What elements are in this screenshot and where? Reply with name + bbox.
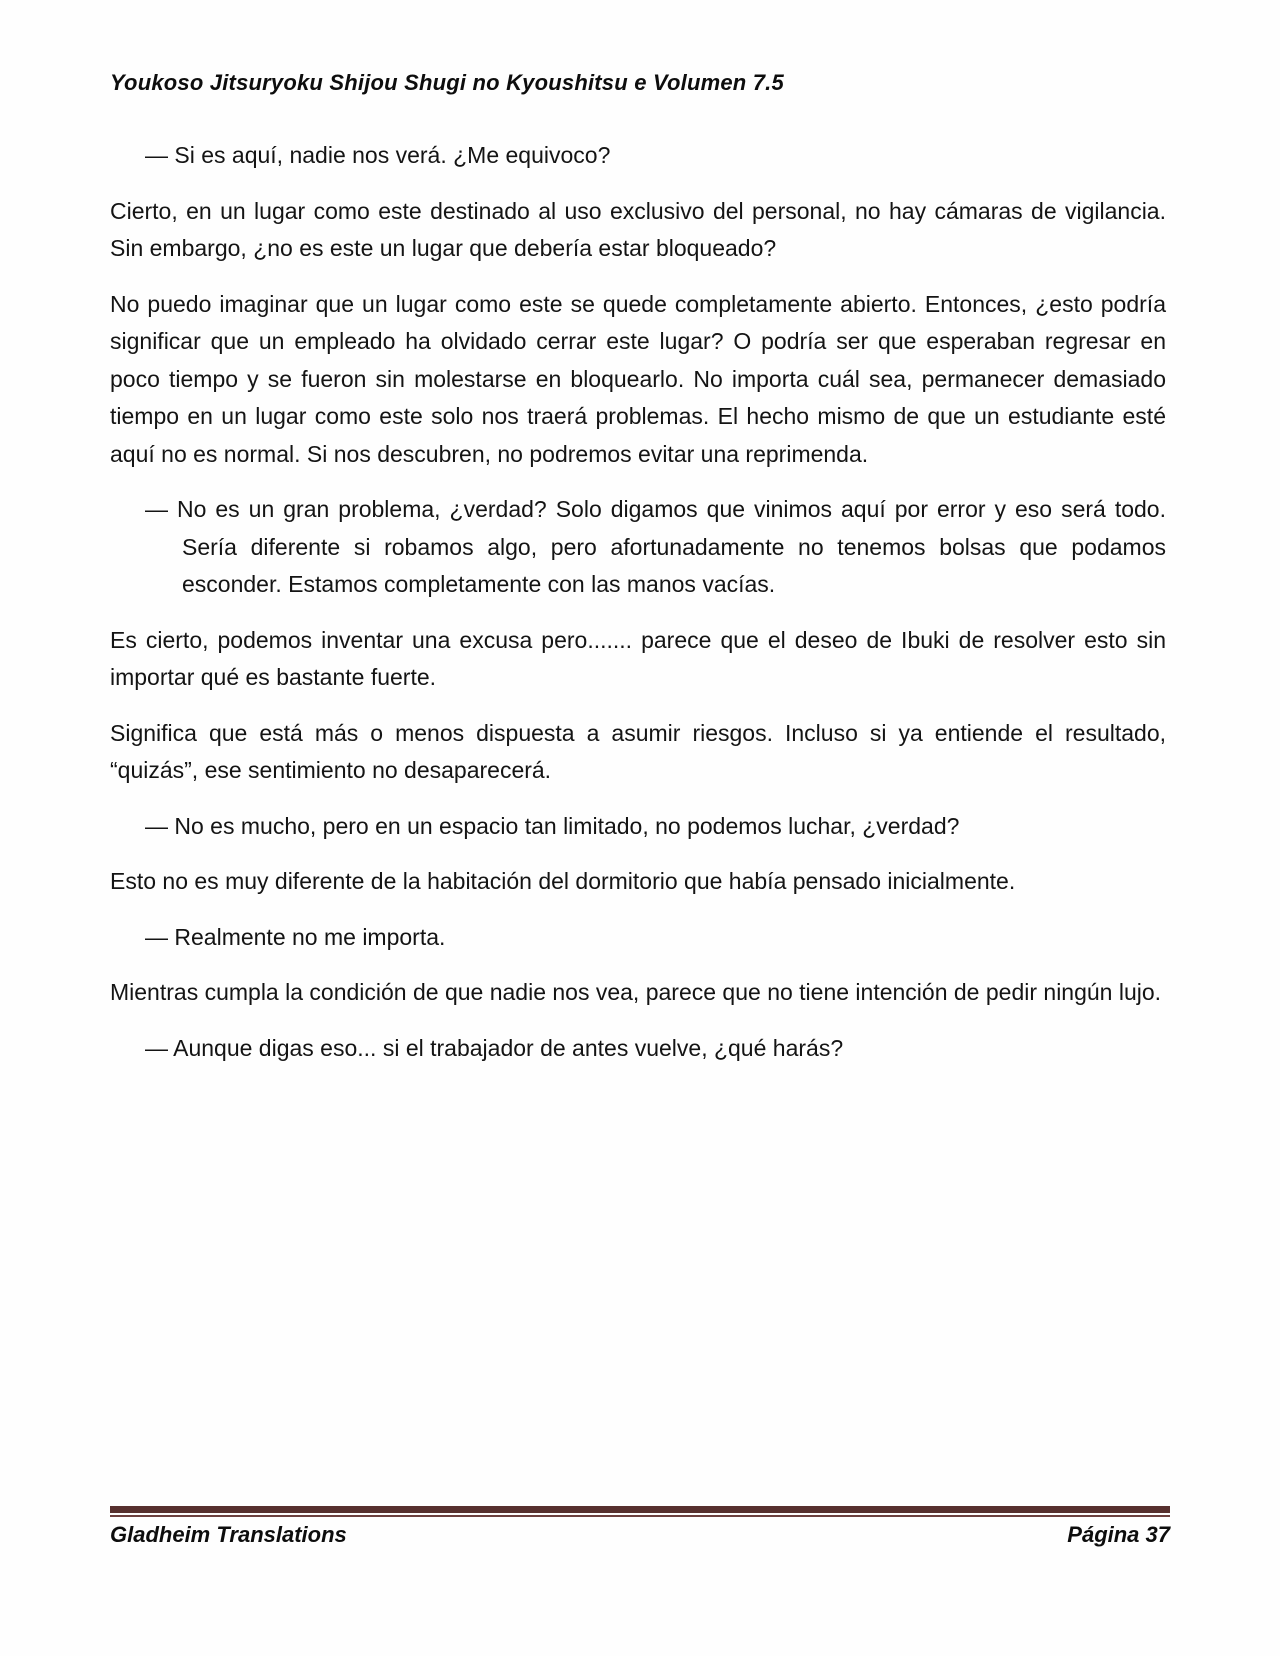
footer-divider-thick-line — [110, 1506, 1170, 1513]
footer-page-number: Página 37 — [1067, 1522, 1170, 1547]
page-body — [110, 137, 1166, 1085]
paragraph: Significa que está más o menos dispuesta a asumir riesgos. Incluso si ya entiende el resultado, “quizás”, ese sentimiento no desaparecerá. — [110, 719, 1166, 783]
paragraph: Cierto, en un lugar como este destinado al uso exclusivo del personal, no hay cámaras de vigilancia. Sin embargo, ¿no es este un lugar que debería estar bloqueado? — [110, 197, 1166, 261]
page-header-title: Youkoso Jitsuryoku Shijou Shugi no Kyoushitsu e Volumen 7.5 — [110, 70, 784, 95]
footer-divider — [110, 1506, 1170, 1517]
dialogue-line: — Aunque digas eso... si el trabajador de antes vuelve, ¿qué harás? — [145, 1034, 844, 1061]
paragraph: Es cierto, podemos inventar una excusa pero....... parece que el deseo de Ibuki de resolver esto sin importar qué es bastante fuerte. — [110, 626, 1166, 690]
page-footer — [110, 1522, 1170, 1548]
dialogue-line: — Si es aquí, nadie nos verá. ¿Me equivoco? — [145, 142, 611, 168]
paragraph: Esto no es muy diferente de la habitación del dormitorio que había pensado inicialmente. — [110, 868, 1016, 894]
dialogue-line: — No es un gran problema, ¿verdad? Solo digamos que vinimos aquí por error y eso será todo. Sería diferente si robamos algo, pero afortunadamente no tenemos bolsas que podamos esconder. Estamos completamente con las manos vacías. — [145, 496, 1166, 597]
dialogue-line: — Realmente no me importa. — [145, 923, 446, 950]
paragraph: No puedo imaginar que un lugar como este se quede completamente abierto. Entonces, ¿esto podría significar que un empleado ha olvidado cerrar este lugar? O podría ser que esperaban regresar en poco tiempo y se fueron sin molestarse en bloquearlo. No importa cuál sea, permanecer demasiado tiempo en un lugar como este solo nos traerá problemas. El hecho mismo de que un estudiante esté aquí no es normal. Si nos descubren, no podremos evitar una reprimenda. — [110, 290, 1166, 467]
dialogue-line: — No es mucho, pero en un espacio tan limitado, no podemos luchar, ¿verdad? — [145, 812, 960, 839]
paragraph: Mientras cumpla la condición de que nadie nos vea, parece que no tiene intención de pedir ningún lujo. — [110, 979, 1162, 1005]
footer-divider-thin-line — [110, 1515, 1170, 1517]
footer-translator-credit: Gladheim Translations — [110, 1522, 347, 1547]
